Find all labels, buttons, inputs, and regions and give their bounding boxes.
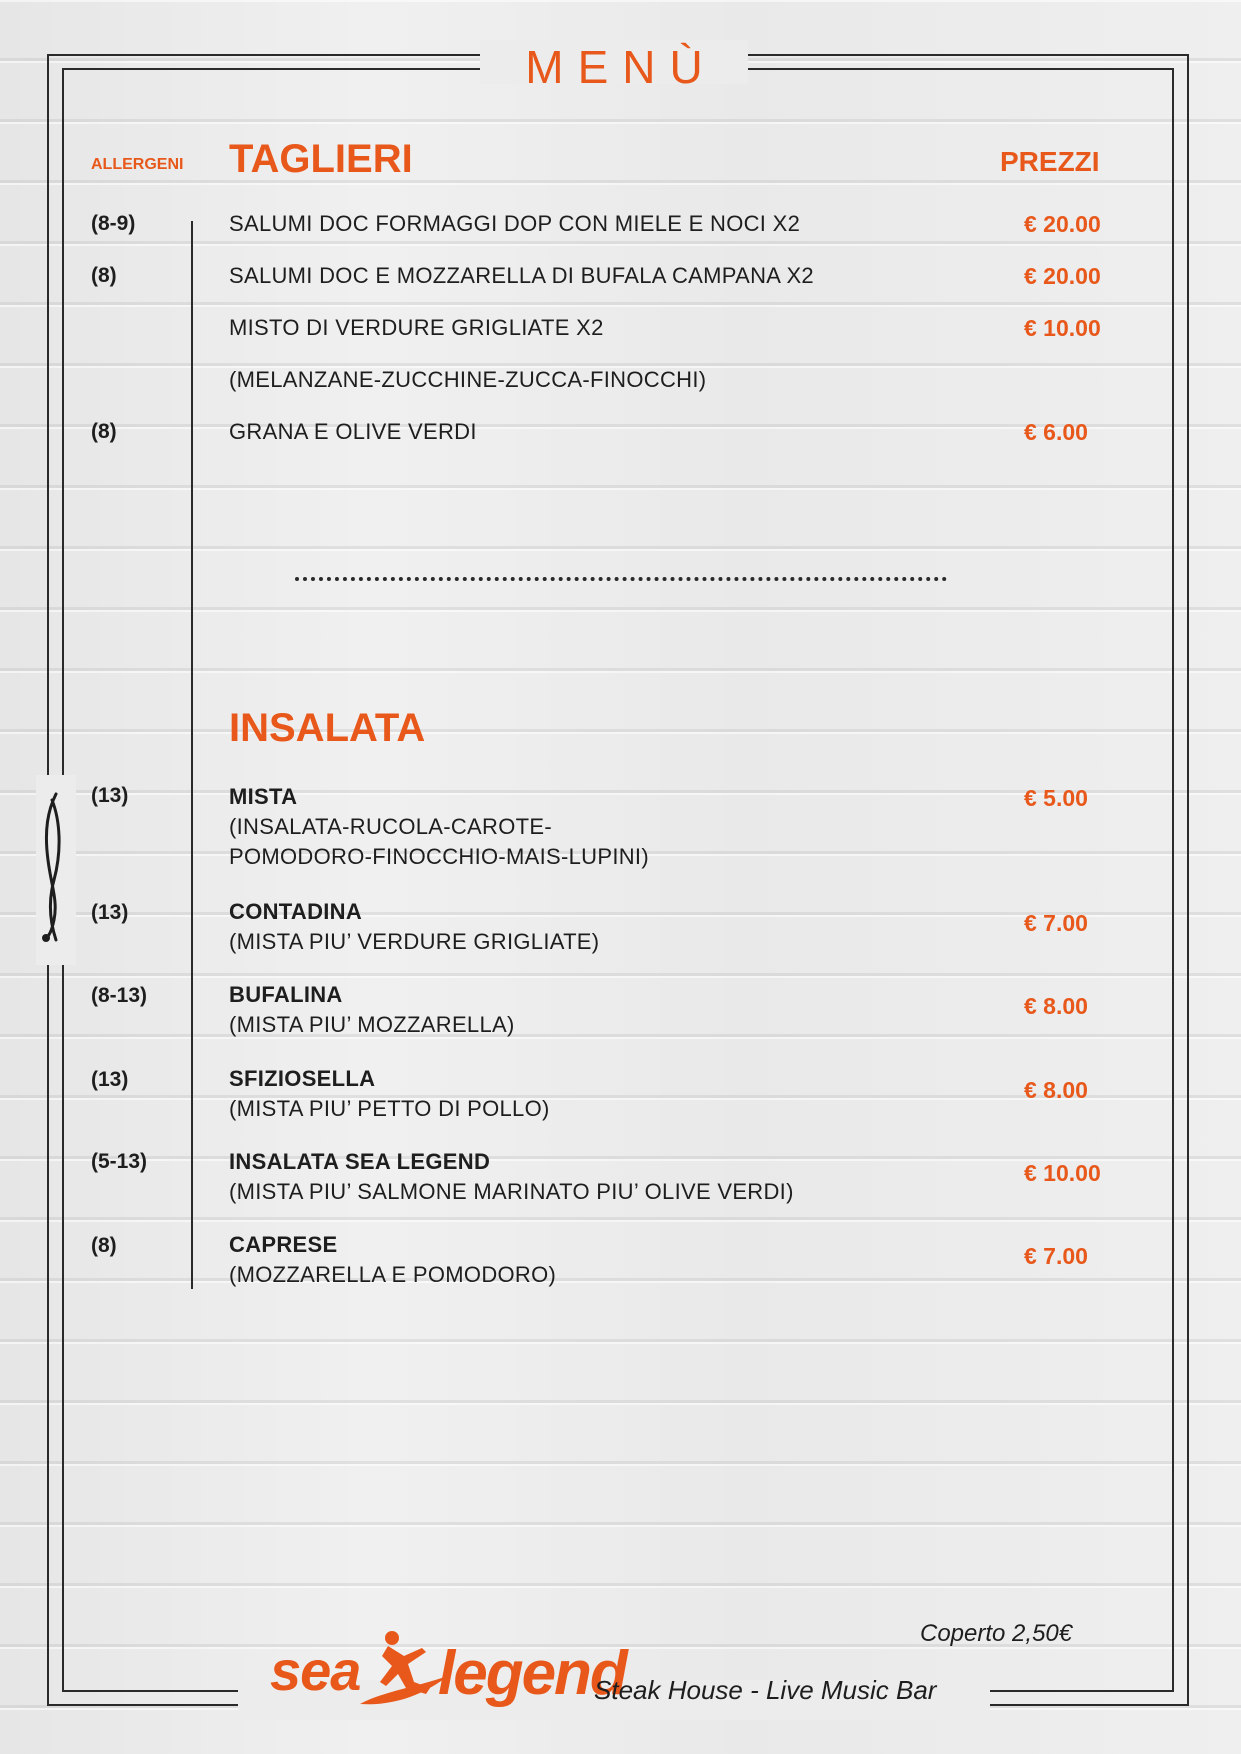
dish-name: MISTO DI VERDURE GRIGLIATE X2 [229,315,604,340]
prezzi-header: PREZZI [1000,146,1100,177]
logo-text-legend: legend [438,1639,626,1708]
dish-price: € 7.00 [1024,910,1088,936]
dish-name: SALUMI DOC E MOZZARELLA DI BUFALA CAMPANA X2 [229,263,814,288]
dish-price: € 8.00 [1024,993,1088,1019]
dish-price: € 8.00 [1024,1077,1088,1103]
allergen-code: (8) [91,420,117,443]
dish-name: MISTA [229,784,298,809]
dish-name: GRANA E OLIVE VERDI [229,419,477,444]
allergen-code: (5-13) [91,1150,148,1173]
dish-name: BUFALINA [229,982,343,1007]
allergen-code: (13) [91,784,129,807]
logo-text-sea: sea [270,1639,361,1702]
dish-description: (MISTA PIU’ MOZZARELLA) [229,1012,515,1037]
treble-clef-icon [38,790,68,950]
dish-description: (MISTA PIU’ VERDURE GRIGLIATE) [229,929,600,954]
dish-price: € 20.00 [1024,211,1101,237]
list-item [229,1147,794,1207]
section-title-insalata: INSALATA [229,706,426,750]
coperto-note: Coperto 2,50€ [920,1620,1073,1647]
section-title-taglieri: TAGLIERI [229,137,413,181]
list-item [229,782,649,872]
allergen-code: (8) [91,1234,117,1257]
frame-inner [62,68,1174,1692]
dish-price: € 20.00 [1024,263,1101,289]
dish-price: € 7.00 [1024,1243,1088,1269]
dish-description: (MOZZARELLA E POMODORO) [229,1262,557,1287]
list-item [229,897,599,957]
allergen-code: (8-13) [91,984,148,1007]
dish-description: (INSALATA-RUCOLA-CAROTE- [229,814,552,839]
dish-price: € 6.00 [1024,419,1088,445]
dish-name: CAPRESE [229,1232,338,1257]
list-item [229,980,515,1040]
dish-description: (MISTA PIU’ SALMONE MARINATO PIU’ OLIVE VERDI) [229,1179,794,1204]
dish-name: SALUMI DOC FORMAGGI DOP CON MIELE E NOCI X2 [229,211,801,236]
dish-name: INSALATA SEA LEGEND [229,1149,491,1174]
dish-description: (MISTA PIU’ PETTO DI POLLO) [229,1096,550,1121]
dish-price: € 10.00 [1024,1160,1101,1186]
allergen-code: (8-9) [91,212,136,235]
dish-description: POMODORO-FINOCCHIO-MAIS-LUPINI) [229,844,649,869]
dish-name: CONTADINA [229,899,363,924]
list-item [229,1230,556,1290]
dish-description: (MELANZANE-ZUCCHINE-ZUCCA-FINOCCHI) [229,367,707,392]
menu-title: MENÙ [525,41,717,93]
dish-price: € 10.00 [1024,315,1101,341]
sea-legend-logo [270,1626,626,1716]
allergen-code: (8) [91,264,117,287]
dotted-separator [295,577,947,581]
dish-price: € 5.00 [1024,785,1088,811]
list-item [229,1064,550,1124]
tagline: Steak House - Live Music Bar [594,1675,937,1705]
allergeni-header: ALLERGENI [91,156,184,173]
allergen-code: (13) [91,1068,129,1091]
allergen-code: (13) [91,901,129,924]
vertical-divider [191,221,193,1289]
dish-name: SFIZIOSELLA [229,1066,376,1091]
surfer-icon [352,1626,452,1716]
